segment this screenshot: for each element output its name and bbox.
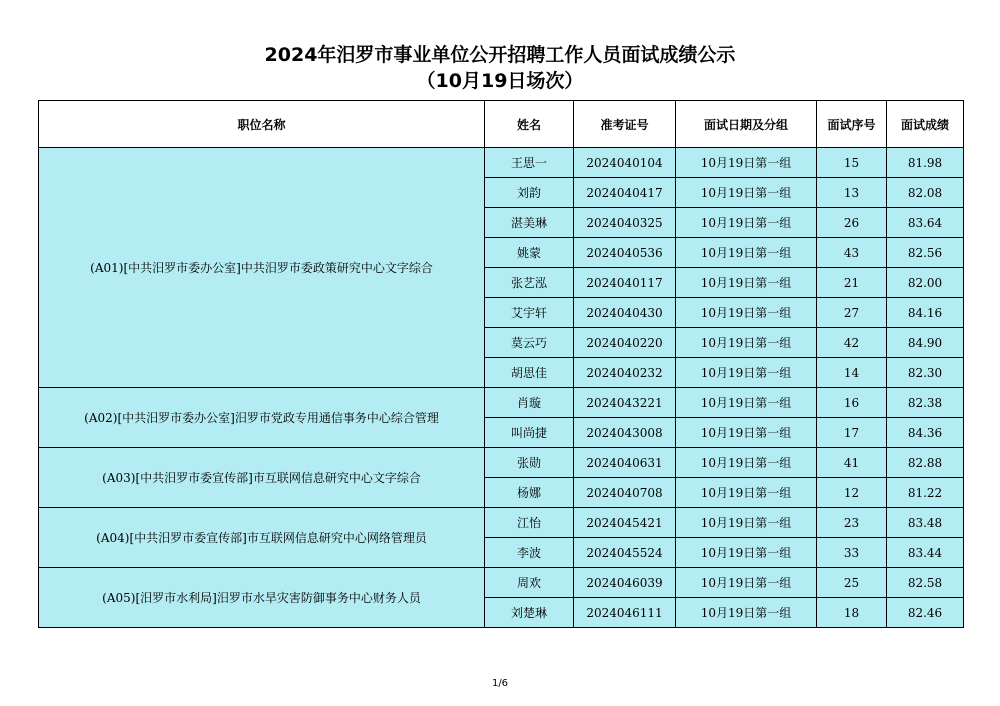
interview-order: 13 [817,178,887,208]
interview-score: 82.00 [887,268,964,298]
exam-id: 2024040104 [574,148,676,178]
exam-id: 2024040631 [574,448,676,478]
position-cell: (A05)[汨罗市水利局]汨罗市水旱灾害防御事务中心财务人员 [39,568,485,628]
interview-score: 84.36 [887,418,964,448]
interview-order: 12 [817,478,887,508]
candidate-name: 李波 [485,538,574,568]
candidate-name: 刘楚琳 [485,598,574,628]
table-row [39,508,964,538]
interview-score: 82.46 [887,598,964,628]
exam-id: 2024040417 [574,178,676,208]
header-exam-id: 准考证号 [574,101,676,148]
interview-order: 16 [817,388,887,418]
header-score: 面试成绩 [887,101,964,148]
candidate-name: 叫尚捷 [485,418,574,448]
candidate-name: 姚蒙 [485,238,574,268]
interview-score: 84.16 [887,298,964,328]
interview-date-group: 10月19日第一组 [676,268,817,298]
candidate-name: 胡思佳 [485,358,574,388]
interview-order: 41 [817,448,887,478]
table-row [39,388,964,418]
interview-date-group: 10月19日第一组 [676,148,817,178]
exam-id: 2024046039 [574,568,676,598]
interview-order: 26 [817,208,887,238]
interview-score: 83.48 [887,508,964,538]
exam-id: 2024040536 [574,238,676,268]
candidate-name: 莫云巧 [485,328,574,358]
interview-order: 14 [817,358,887,388]
exam-id: 2024040325 [574,208,676,238]
position-cell: (A03)[中共汨罗市委宣传部]市互联网信息研究中心文字综合 [39,448,485,508]
interview-date-group: 10月19日第一组 [676,208,817,238]
interview-date-group: 10月19日第一组 [676,388,817,418]
exam-id: 2024045421 [574,508,676,538]
header-position: 职位名称 [39,101,485,148]
interview-date-group: 10月19日第一组 [676,418,817,448]
position-cell: (A04)[中共汨罗市委宣传部]市互联网信息研究中心网络管理员 [39,508,485,568]
interview-order: 43 [817,238,887,268]
candidate-name: 江怡 [485,508,574,538]
page-title: 2024年汨罗市事业单位公开招聘工作人员面试成绩公示 [264,44,736,66]
candidate-name: 杨娜 [485,478,574,508]
interview-order: 23 [817,508,887,538]
interview-date-group: 10月19日第一组 [676,178,817,208]
interview-score: 82.08 [887,178,964,208]
header-name: 姓名 [485,101,574,148]
interview-score: 82.38 [887,388,964,418]
exam-id: 2024043221 [574,388,676,418]
header-order: 面试序号 [817,101,887,148]
interview-date-group: 10月19日第一组 [676,298,817,328]
position-cell: (A02)[中共汨罗市委办公室]汨罗市党政专用通信事务中心综合管理 [39,388,485,448]
candidate-name: 艾宇轩 [485,298,574,328]
header-date-group: 面试日期及分组 [676,101,817,148]
exam-id: 2024046111 [574,598,676,628]
interview-score: 83.64 [887,208,964,238]
candidate-name: 张艺泓 [485,268,574,298]
interview-date-group: 10月19日第一组 [676,508,817,538]
interview-date-group: 10月19日第一组 [676,238,817,268]
interview-order: 21 [817,268,887,298]
interview-score: 82.88 [887,448,964,478]
interview-date-group: 10月19日第一组 [676,538,817,568]
interview-score: 81.22 [887,478,964,508]
exam-id: 2024043008 [574,418,676,448]
table-row [39,448,964,478]
interview-date-group: 10月19日第一组 [676,358,817,388]
interview-date-group: 10月19日第一组 [676,448,817,478]
interview-order: 25 [817,568,887,598]
interview-score: 83.44 [887,538,964,568]
exam-id: 2024040708 [574,478,676,508]
interview-score: 81.98 [887,148,964,178]
table-header-row [39,101,964,148]
exam-id: 2024040117 [574,268,676,298]
interview-order: 33 [817,538,887,568]
interview-date-group: 10月19日第一组 [676,328,817,358]
interview-score: 84.90 [887,328,964,358]
exam-id: 2024040232 [574,358,676,388]
table-row [39,568,964,598]
candidate-name: 湛美琳 [485,208,574,238]
interview-date-group: 10月19日第一组 [676,478,817,508]
exam-id: 2024045524 [574,538,676,568]
interview-order: 17 [817,418,887,448]
interview-score: 82.58 [887,568,964,598]
results-table [38,100,964,628]
position-cell: (A01)[中共汨罗市委办公室]中共汨罗市委政策研究中心文字综合 [39,148,485,388]
interview-score: 82.56 [887,238,964,268]
interview-order: 18 [817,598,887,628]
table-row [39,148,964,178]
candidate-name: 刘韵 [485,178,574,208]
interview-order: 15 [817,148,887,178]
interview-date-group: 10月19日第一组 [676,598,817,628]
candidate-name: 王思一 [485,148,574,178]
interview-order: 27 [817,298,887,328]
candidate-name: 肖璇 [485,388,574,418]
page-subtitle: （10月19日场次） [416,70,584,92]
exam-id: 2024040220 [574,328,676,358]
exam-id: 2024040430 [574,298,676,328]
candidate-name: 张勋 [485,448,574,478]
interview-score: 82.30 [887,358,964,388]
interview-date-group: 10月19日第一组 [676,568,817,598]
page-number: 1/6 [491,678,509,689]
candidate-name: 周欢 [485,568,574,598]
interview-order: 42 [817,328,887,358]
